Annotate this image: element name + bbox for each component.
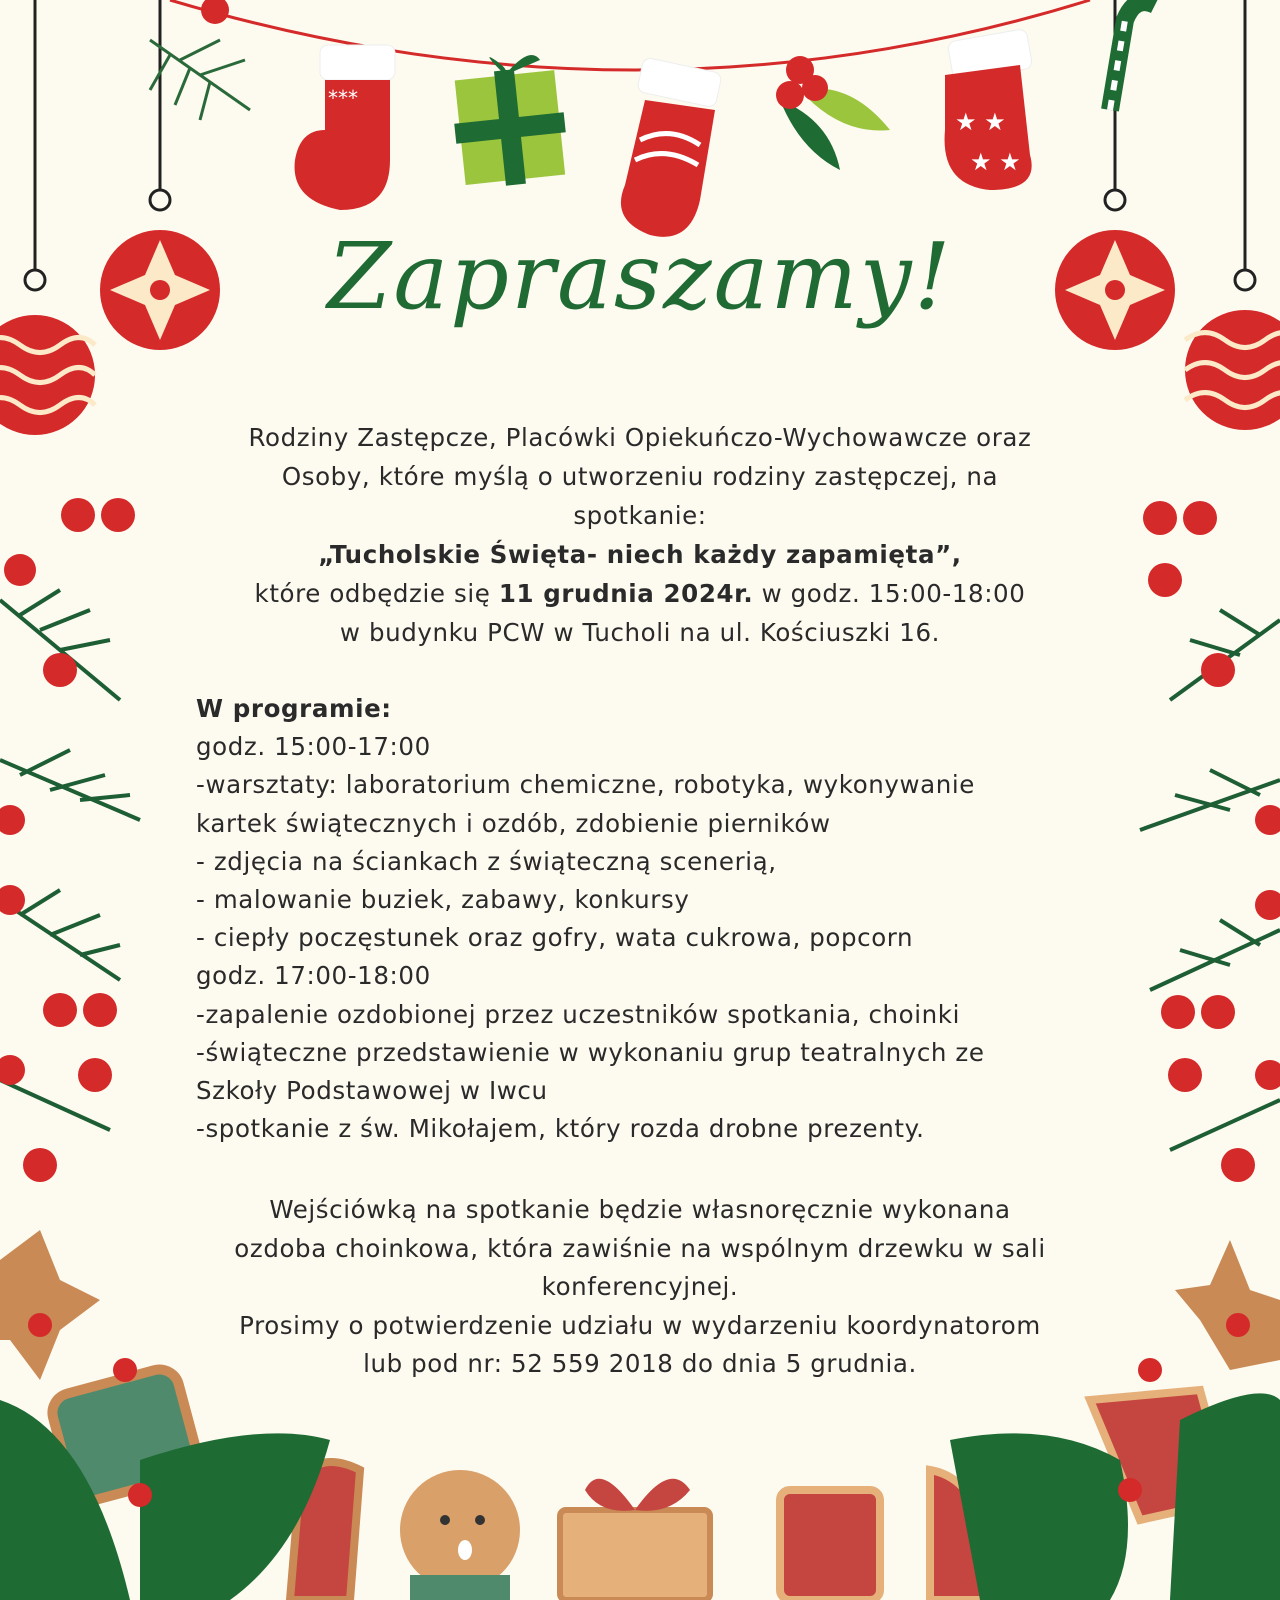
program-block (196, 690, 1096, 1148)
program-item: - malowanie buziek, zabawy, konkursy (196, 885, 690, 915)
event-location: w budynku PCW w Tucholi na ul. Kościuszki 16. (339, 618, 941, 647)
footer-contact: lub pod nr: 52 559 2018 do dnia 5 grudnia. (363, 1349, 917, 1378)
event-name (200, 535, 1080, 574)
program-item: -zapalenie ozdobionej przez uczestników spotkania, choinki (196, 999, 960, 1029)
footer-line: ozdoba choinkowa, która zawiśnie na wspólnym drzewku w sali (234, 1233, 1046, 1263)
berry-branch-icon (1143, 501, 1280, 1182)
gift-icon (454, 55, 565, 186)
stocking-icon (945, 28, 1033, 190)
program-item: -warsztaty: laboratorium chemiczne, robotyka, wykonywanie (196, 770, 975, 800)
program-item: Szkoły Podstawowej w Iwcu (196, 1076, 548, 1106)
stocking-icon (621, 57, 722, 237)
program-heading: W programie: (196, 694, 392, 723)
footer-line: Prosimy o potwierdzenie udziału w wydarzeniu koordynatorom (239, 1310, 1041, 1340)
footer-block (190, 1191, 1090, 1384)
program-item: godz. 15:00-17:00 (196, 732, 431, 762)
event-date-line (200, 574, 1080, 613)
program-item: - ciepły poczęstunek oraz gofry, wata cukrowa, popcorn (196, 923, 914, 953)
event-date: 11 grudnia 2024r. (498, 579, 754, 608)
pine-branch-icon (150, 40, 250, 120)
svg-text:★ ★: ★ ★ (955, 108, 1006, 136)
event-time: w godz. 15:00-18:00 (753, 579, 1026, 608)
candy-cane-icon (1110, 2, 1155, 110)
footer-line: konferencyjnej. (541, 1272, 739, 1301)
invitation-block (200, 418, 1080, 652)
svg-text:★ ★: ★ ★ (970, 148, 1021, 176)
page-title: Zapraszamy! (327, 223, 953, 330)
footer-line: Wejściówką na spotkanie będzie własnoręcznie wykonana (269, 1195, 1011, 1224)
svg-text:***: *** (328, 86, 358, 110)
berry-branch-icon (0, 498, 135, 1182)
program-item: - zdjęcia na ściankach z świąteczną scenerią, (196, 846, 777, 876)
program-item: -spotkanie z św. Mikołajem, który rozda drobne prezenty. (196, 1114, 925, 1144)
invitation-line: Rodziny Zastępcze, Placówki Opiekuńczo-Wychowawcze oraz (248, 423, 1032, 452)
stocking-icon (295, 45, 395, 210)
program-item: godz. 17:00-18:00 (196, 961, 431, 991)
invitation-line: spotkanie: (573, 501, 707, 530)
program-item: -świąteczne przedstawienie w wykonaniu grup teatralnych ze (196, 1037, 985, 1067)
event-name-text: „Tucholskie Święta- niech każdy zapamięta”, (318, 540, 962, 569)
program-item: kartek świątecznych i ozdób, zdobienie pierników (196, 808, 831, 838)
date-prefix: które odbędzie się (254, 579, 499, 608)
invitation-line: Osoby, które myślą o utworzeniu rodziny zastępczej, na (281, 462, 999, 491)
holly-icon (776, 56, 890, 170)
